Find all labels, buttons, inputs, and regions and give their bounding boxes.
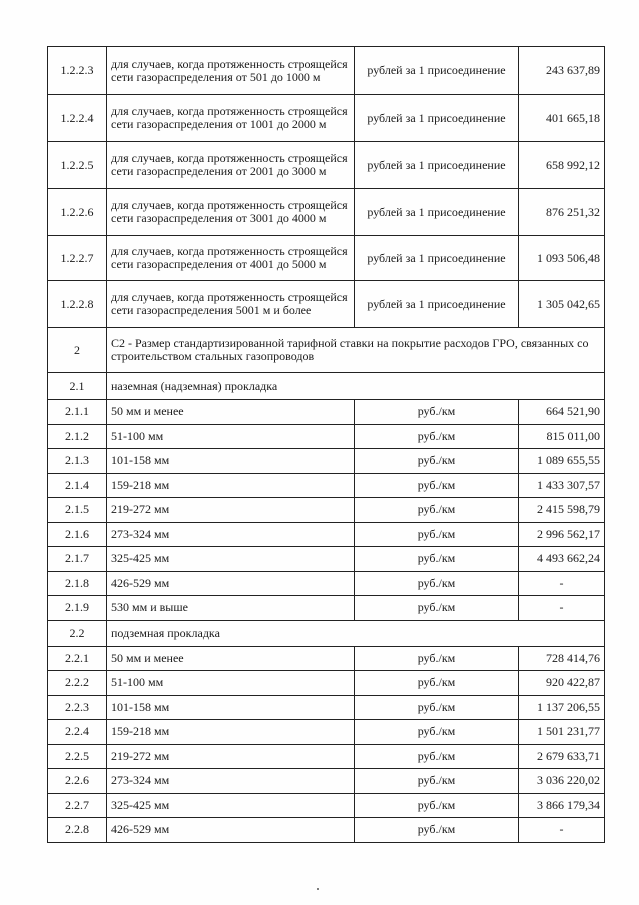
- row-description: 273-324 мм: [107, 769, 355, 794]
- row-number: 1.2.2.7: [48, 236, 107, 281]
- row-description: для случаев, когда протяженность строящейся сети газораспределения от 3001 до 4000 м: [107, 189, 355, 236]
- row-value: 2 415 598,79: [519, 498, 605, 523]
- row-number: 2.2.8: [48, 818, 107, 843]
- tariff-table-body: [48, 47, 605, 843]
- row-number: 2.2.2: [48, 671, 107, 696]
- row-unit: рублей за 1 присоединение: [355, 189, 519, 236]
- row-number: 2.1.7: [48, 547, 107, 572]
- row-number: 2.2.6: [48, 769, 107, 794]
- table-row: [48, 95, 605, 142]
- table-row: [48, 189, 605, 236]
- section-title: С2 - Размер стандартизированной тарифной ставки на покрытие расходов ГРО, связанных со строительством стальных газопроводов: [107, 328, 605, 373]
- row-unit: руб./км: [355, 744, 519, 769]
- row-description: 426-529 мм: [107, 571, 355, 596]
- row-number: 2.1.4: [48, 473, 107, 498]
- row-unit: руб./км: [355, 646, 519, 671]
- table-row: [48, 818, 605, 843]
- row-description: 159-218 мм: [107, 720, 355, 745]
- row-number: 2.2.7: [48, 793, 107, 818]
- row-unit: рублей за 1 присоединение: [355, 142, 519, 189]
- table-row: [48, 47, 605, 95]
- row-number: 2.1.6: [48, 522, 107, 547]
- table-row: [48, 142, 605, 189]
- table-row: [48, 671, 605, 696]
- row-value: 664 521,90: [519, 400, 605, 425]
- row-description: 101-158 мм: [107, 695, 355, 720]
- row-value: 1 089 655,55: [519, 449, 605, 474]
- row-unit: рублей за 1 присоединение: [355, 236, 519, 281]
- row-description: 51-100 мм: [107, 424, 355, 449]
- table-row: [48, 720, 605, 745]
- row-number: 1.2.2.6: [48, 189, 107, 236]
- row-unit: руб./км: [355, 769, 519, 794]
- row-value: 3 036 220,02: [519, 769, 605, 794]
- table-row: [48, 769, 605, 794]
- table-row: [48, 424, 605, 449]
- tariff-table: [47, 46, 605, 843]
- section-title: наземная (надземная) прокладка: [107, 373, 605, 400]
- row-description: 530 мм и выше: [107, 596, 355, 621]
- table-row: [48, 522, 605, 547]
- row-description: 325-425 мм: [107, 793, 355, 818]
- row-description: для случаев, когда протяженность строящейся сети газораспределения от 1001 до 2000 м: [107, 95, 355, 142]
- row-number: 2.1.2: [48, 424, 107, 449]
- table-row: [48, 596, 605, 621]
- row-value: 2 996 562,17: [519, 522, 605, 547]
- row-number: 2.2.4: [48, 720, 107, 745]
- row-value: 2 679 633,71: [519, 744, 605, 769]
- row-description: 426-529 мм: [107, 818, 355, 843]
- section-row-2-2: [48, 620, 605, 646]
- row-unit: руб./км: [355, 818, 519, 843]
- row-description: 273-324 мм: [107, 522, 355, 547]
- row-unit: рублей за 1 присоединение: [355, 281, 519, 328]
- row-number: 2.2.5: [48, 744, 107, 769]
- row-description: для случаев, когда протяженность строящейся сети газораспределения от 4001 до 5000 м: [107, 236, 355, 281]
- row-value: 243 637,89: [519, 47, 605, 95]
- row-unit: руб./км: [355, 498, 519, 523]
- row-value: 4 493 662,24: [519, 547, 605, 572]
- section-number: 2: [48, 328, 107, 373]
- row-value: 1 093 506,48: [519, 236, 605, 281]
- row-number: 2.2.3: [48, 695, 107, 720]
- row-value: 728 414,76: [519, 646, 605, 671]
- row-description: 51-100 мм: [107, 671, 355, 696]
- row-value: 1 433 307,57: [519, 473, 605, 498]
- row-unit: рублей за 1 присоединение: [355, 95, 519, 142]
- table-row: [48, 646, 605, 671]
- row-unit: руб./км: [355, 793, 519, 818]
- row-number: 2.1.3: [48, 449, 107, 474]
- row-description: для случаев, когда протяженность строящейся сети газораспределения 5001 м и более: [107, 281, 355, 328]
- row-number: 2.1.1: [48, 400, 107, 425]
- row-unit: рублей за 1 присоединение: [355, 47, 519, 95]
- row-unit: руб./км: [355, 695, 519, 720]
- row-value: 815 011,00: [519, 424, 605, 449]
- row-unit: руб./км: [355, 424, 519, 449]
- row-description: 50 мм и менее: [107, 646, 355, 671]
- row-value: 1 501 231,77: [519, 720, 605, 745]
- row-value: 3 866 179,34: [519, 793, 605, 818]
- row-unit: руб./км: [355, 449, 519, 474]
- section-number: 2.1: [48, 373, 107, 400]
- table-row: [48, 571, 605, 596]
- row-description: 219-272 мм: [107, 744, 355, 769]
- row-number: 2.2.1: [48, 646, 107, 671]
- row-unit: руб./км: [355, 671, 519, 696]
- row-unit: руб./км: [355, 571, 519, 596]
- row-number: 1.2.2.4: [48, 95, 107, 142]
- row-unit: руб./км: [355, 720, 519, 745]
- row-description: 101-158 мм: [107, 449, 355, 474]
- section-row-2: [48, 328, 605, 373]
- row-unit: руб./км: [355, 473, 519, 498]
- table-row: [48, 695, 605, 720]
- row-unit: руб./км: [355, 522, 519, 547]
- row-number: 2.1.9: [48, 596, 107, 621]
- row-description: 325-425 мм: [107, 547, 355, 572]
- table-row: [48, 793, 605, 818]
- table-row: [48, 473, 605, 498]
- row-value: -: [519, 571, 605, 596]
- table-row: [48, 498, 605, 523]
- row-description: 219-272 мм: [107, 498, 355, 523]
- table-row: [48, 744, 605, 769]
- table-row: [48, 236, 605, 281]
- row-value: -: [519, 818, 605, 843]
- row-value: 876 251,32: [519, 189, 605, 236]
- row-number: 2.1.8: [48, 571, 107, 596]
- row-unit: руб./км: [355, 547, 519, 572]
- table-row: [48, 547, 605, 572]
- row-description: 159-218 мм: [107, 473, 355, 498]
- row-value: 1 305 042,65: [519, 281, 605, 328]
- table-row: [48, 281, 605, 328]
- row-number: 1.2.2.3: [48, 47, 107, 95]
- section-number: 2.2: [48, 620, 107, 646]
- row-number: 1.2.2.8: [48, 281, 107, 328]
- row-description: для случаев, когда протяженность строящейся сети газораспределения от 2001 до 3000 м: [107, 142, 355, 189]
- row-number: 2.1.5: [48, 498, 107, 523]
- row-value: 1 137 206,55: [519, 695, 605, 720]
- row-value: 920 422,87: [519, 671, 605, 696]
- row-description: 50 мм и менее: [107, 400, 355, 425]
- section-row-2-1: [48, 373, 605, 400]
- scan-speck: [317, 888, 319, 890]
- row-value: 401 665,18: [519, 95, 605, 142]
- row-number: 1.2.2.5: [48, 142, 107, 189]
- section-title: подземная прокладка: [107, 620, 605, 646]
- table-row: [48, 449, 605, 474]
- row-value: -: [519, 596, 605, 621]
- table-row: [48, 400, 605, 425]
- row-value: 658 992,12: [519, 142, 605, 189]
- row-unit: руб./км: [355, 596, 519, 621]
- row-unit: руб./км: [355, 400, 519, 425]
- row-description: для случаев, когда протяженность строящейся сети газораспределения от 501 до 1000 м: [107, 47, 355, 95]
